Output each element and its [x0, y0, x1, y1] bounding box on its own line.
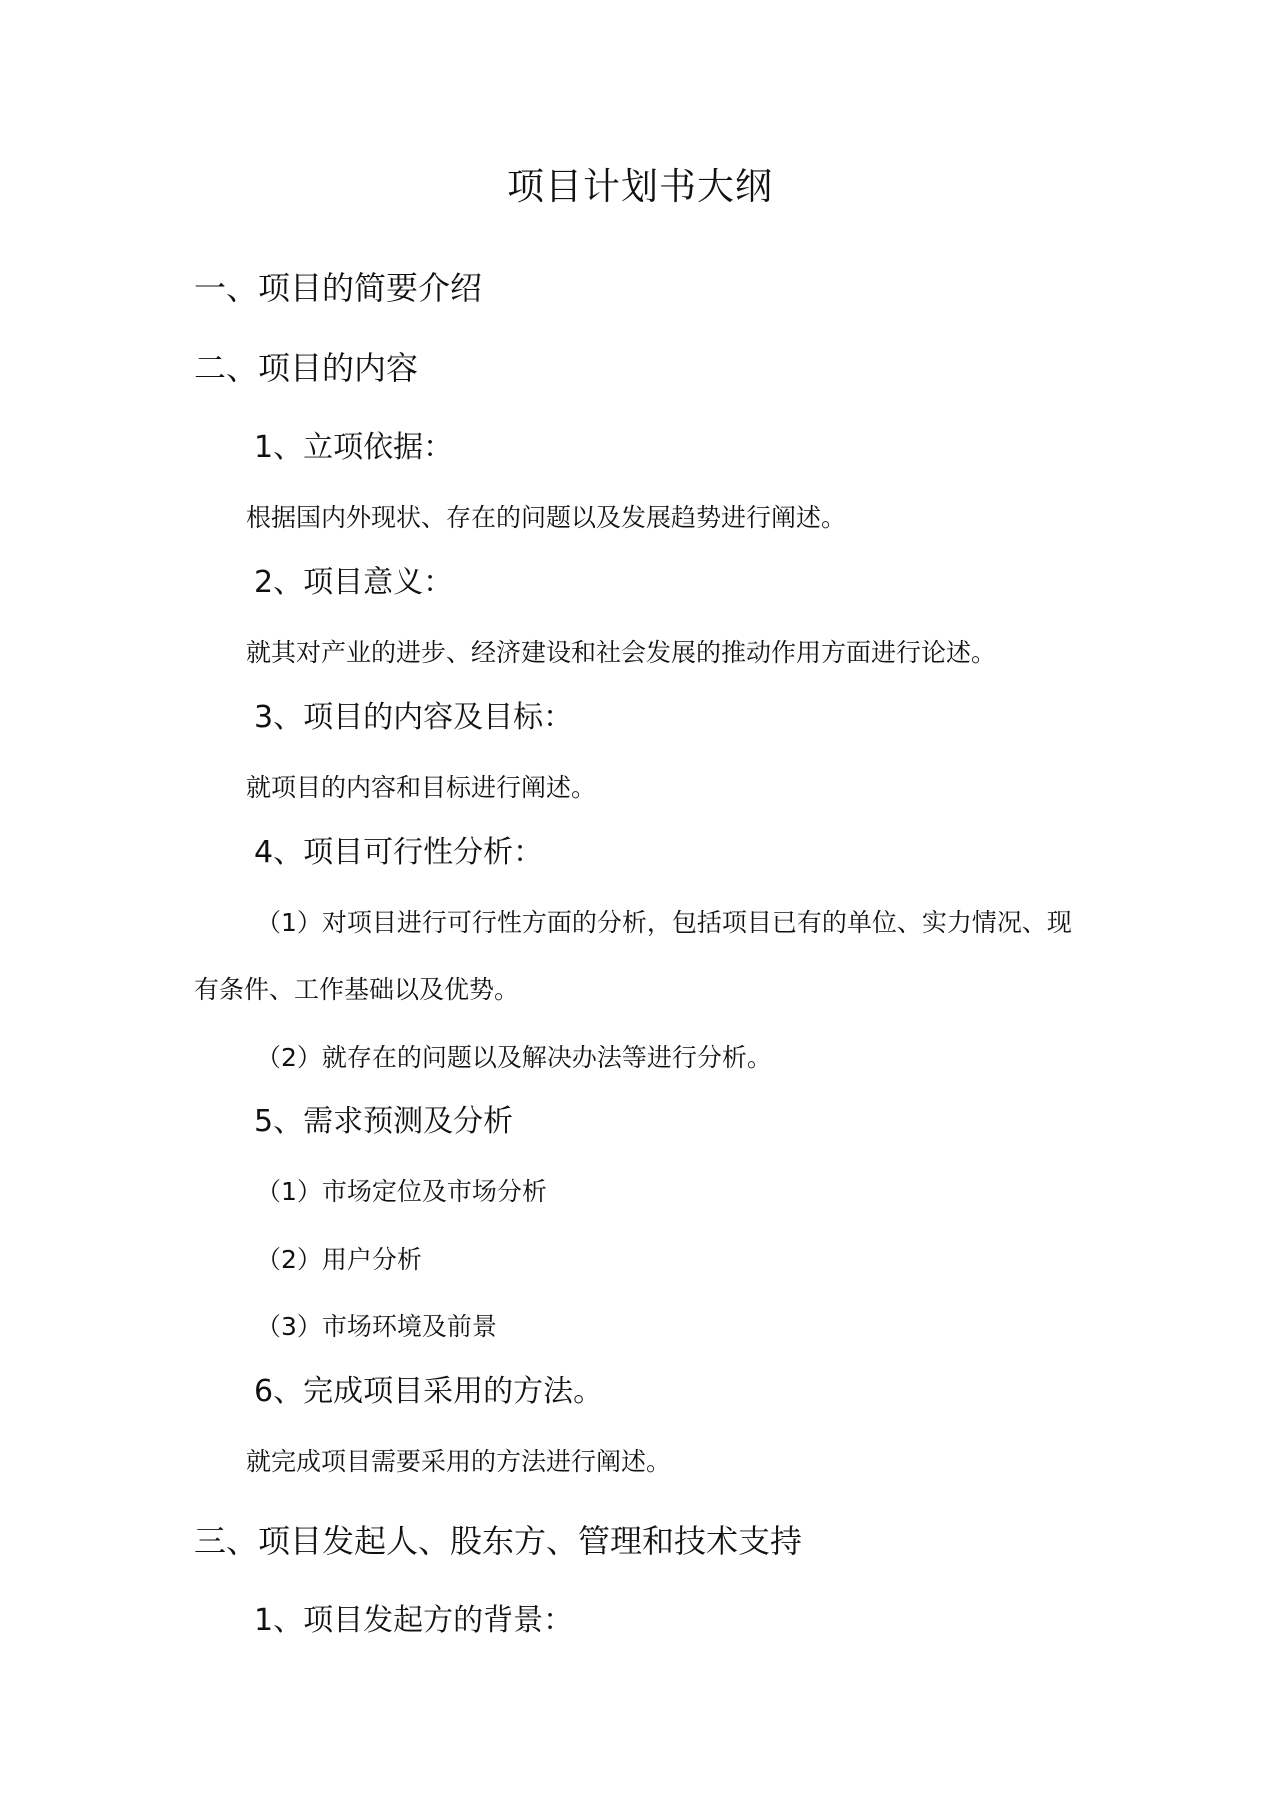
- list-item-2-4-2: （2）就存在的问题以及解决办法等进行分析。: [256, 1043, 772, 1072]
- subsection-heading-2-5: 5、需求预测及分析: [254, 1104, 514, 1139]
- section-heading-3: 三、项目发起人、股东方、管理和技术支持: [194, 1522, 803, 1560]
- list-item-2-4-1-line2: 有条件、工作基础以及优势。: [194, 975, 520, 1004]
- document-title: 项目计划书大纲: [507, 165, 773, 208]
- subsection-heading-2-1: 1、立项依据：: [254, 430, 454, 465]
- section-heading-1: 一、项目的简要介绍: [194, 269, 483, 307]
- subsection-heading-2-2: 2、项目意义：: [254, 565, 454, 600]
- paragraph-2-1: 根据国内外现状、存在的问题以及发展趋势进行阐述。: [246, 503, 847, 532]
- list-item-2-5-3: （3）市场环境及前景: [256, 1312, 497, 1341]
- list-item-2-4-1-line1: （1）对项目进行可行性方面的分析，包括项目已有的单位、实力情况、现: [256, 908, 1072, 937]
- subsection-heading-2-3: 3、项目的内容及目标：: [254, 700, 574, 735]
- list-item-2-5-2: （2）用户分析: [256, 1245, 422, 1274]
- list-item-2-5-1: （1）市场定位及市场分析: [256, 1177, 547, 1206]
- subsection-heading-2-4: 4、项目可行性分析：: [254, 835, 544, 870]
- subsection-heading-2-6: 6、完成项目采用的方法。: [254, 1374, 604, 1409]
- paragraph-2-6: 就完成项目需要采用的方法进行阐述。: [246, 1447, 672, 1476]
- paragraph-2-3: 就项目的内容和目标进行阐述。: [246, 773, 597, 802]
- subsection-heading-3-1: 1、项目发起方的背景：: [254, 1603, 574, 1638]
- section-heading-2: 二、项目的内容: [194, 349, 419, 387]
- paragraph-2-2: 就其对产业的进步、经济建设和社会发展的推动作用方面进行论述。: [246, 638, 997, 667]
